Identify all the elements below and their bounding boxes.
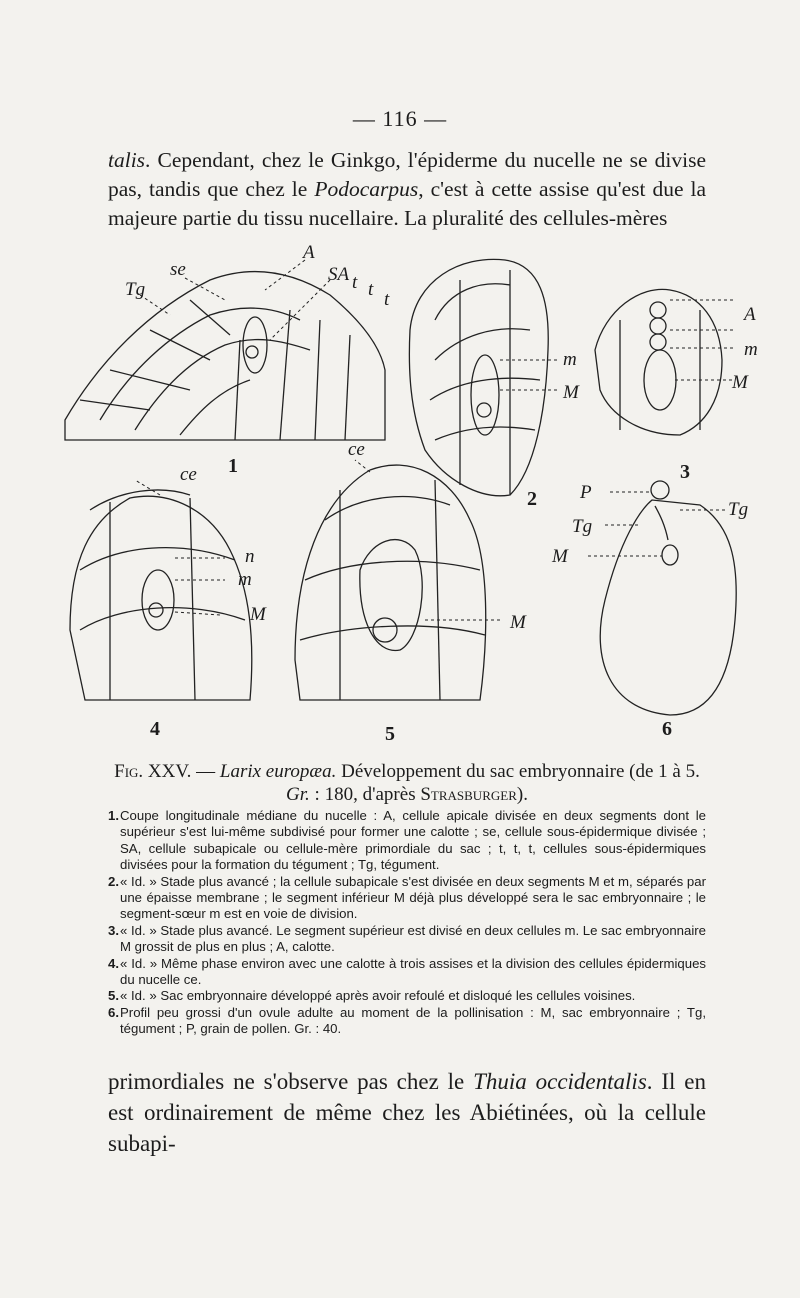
label-1-t2: t	[368, 279, 374, 300]
leader-4-ce	[135, 480, 160, 495]
legend-text: « Id. » Même phase environ avec une calotte à trois assises et la division des cellules épidermiques du nucelle ce.	[120, 955, 706, 988]
figure-number-1: 1	[228, 455, 238, 477]
label-1-t1: t	[352, 272, 358, 293]
drawing-5	[295, 465, 486, 700]
figure-drawings	[40, 240, 780, 750]
figure-caption	[108, 760, 706, 806]
figure-number-5: 5	[385, 723, 395, 745]
caption-author: Strasburger	[420, 784, 517, 805]
label-3-M: M	[732, 372, 748, 393]
caption-text-3: ).	[516, 784, 528, 805]
label-1-sa: SA	[328, 264, 350, 285]
legend-item-1	[108, 808, 706, 874]
leader-1-sa	[270, 280, 330, 340]
label-4-n: n	[245, 546, 255, 567]
top-paragraph-text-2: , c'est à cette assise qu'est due la majeure partie du tissu nucellaire. La pluralité des cellules-mères	[108, 177, 706, 230]
legend-text: « Id. » Stade plus avancé. Le segment supérieur est divisé en deux cellules m. Le sac embryonnaire M grossit de plus en plus ; A, calotte.	[120, 922, 706, 955]
label-1-tg: Tg	[125, 279, 146, 300]
legend-number: 1.	[108, 808, 119, 823]
legend-number: 2.	[108, 873, 119, 889]
figure-number-4: 4	[150, 718, 160, 740]
label-1-a: A	[303, 242, 315, 263]
label-3-m: m	[744, 339, 758, 360]
label-1-t3: t	[384, 289, 390, 310]
figure-number-2: 2	[527, 488, 537, 510]
label-4-m: m	[238, 569, 252, 590]
label-4-M: M	[250, 604, 266, 625]
leader-5-ce	[355, 460, 370, 472]
legend-item-5	[108, 988, 706, 1004]
label-4-ce: ce	[180, 464, 197, 485]
legend-item-6	[108, 1005, 706, 1038]
drawing-1	[65, 272, 385, 440]
label-6-P: P	[580, 482, 592, 503]
figure-xxv	[40, 240, 780, 750]
caption-dash: —	[191, 761, 220, 782]
caption-text-1: Développement du sac embryonnaire (de 1 à 5.	[336, 761, 700, 782]
label-6-tg-right: Tg	[728, 499, 749, 520]
top-paragraph-italic-2: Podocarpus	[314, 177, 419, 201]
drawing-4	[70, 490, 252, 700]
legend-text: Coupe longitudinale médiane du nucelle : A, cellule apicale divisée en deux segments dont le supérieur s'est lui-même subdivisé pour former une calotte ; se, cellule sous-épidermique divisée ; SA, cellule subapicale ou cellule-mère primordiale du sac ; t, t, t, cellules sous-épidermiques divisées pour la formation du tégument ; Tg, tégument.	[120, 808, 706, 873]
top-paragraph	[108, 146, 706, 233]
legend-item-3	[108, 923, 706, 956]
drawing-3	[595, 289, 722, 435]
label-5-M: M	[510, 612, 526, 633]
label-2-m: m	[563, 349, 577, 370]
caption-species: Larix europæa.	[219, 761, 337, 782]
bottom-paragraph-text-1: primordiales ne s'observe pas chez le	[108, 1069, 474, 1094]
caption-fig-label: Fig. XXV.	[114, 761, 192, 782]
leader-4-M	[175, 612, 220, 615]
legend-number: 3.	[108, 922, 119, 938]
legend-item-2	[108, 874, 706, 923]
legend-number: 4.	[108, 955, 119, 971]
caption-text-2: : 180, d'après	[309, 784, 421, 805]
drawing-2	[409, 259, 548, 495]
legend-number: 5.	[108, 988, 119, 1004]
top-paragraph-italic-1: talis	[108, 148, 146, 172]
legend-text: « Id. » Stade plus avancé ; la cellule subapicale s'est divisée en deux segments M et m, séparés par une épaisse membrane ; le segment inférieur M déjà plus développé sera le sac embryonnaire ; le segment-sœur m est en voie de division.	[120, 873, 706, 922]
leader-1-a	[265, 260, 305, 290]
legend-item-4	[108, 956, 706, 989]
leader-1-se	[185, 278, 225, 300]
page-number: — 116 —	[352, 106, 448, 131]
label-3-A: A	[744, 304, 756, 325]
label-5-ce: ce	[348, 439, 365, 460]
figure-legend	[108, 808, 706, 1038]
legend-text: Profil peu grossi d'un ovule adulte au moment de la pollinisation : M, sac embryonnaire ; Tg, tégument ; P, grain de pollen. Gr. : 40.	[120, 1004, 706, 1037]
label-2-M: M	[563, 382, 579, 403]
figure-number-3: 3	[680, 461, 690, 483]
legend-text: « Id. » Sac embryonnaire développé après avoir refoulé et disloqué les cellules voisines.	[120, 988, 636, 1004]
bottom-paragraph-italic: Thuia occidentalis	[473, 1069, 647, 1094]
legend-number: 6.	[108, 1004, 119, 1020]
label-1-se: se	[170, 259, 186, 280]
drawing-6	[600, 481, 736, 715]
bottom-paragraph	[108, 1066, 706, 1159]
label-6-tg-left: Tg	[572, 516, 593, 537]
label-6-M: M	[552, 546, 568, 567]
figure-number-6: 6	[662, 718, 672, 740]
caption-gr-label: Gr.	[286, 784, 310, 805]
bottom-paragraph-text-2: . Il en est ordinairement de même chez les Abiétinées, où la cellule subapi-	[108, 1069, 706, 1156]
top-paragraph-text-1: . Cependant, chez le Ginkgo, l'épiderme du nucelle ne se divise pas, tandis que chez le	[108, 148, 706, 201]
